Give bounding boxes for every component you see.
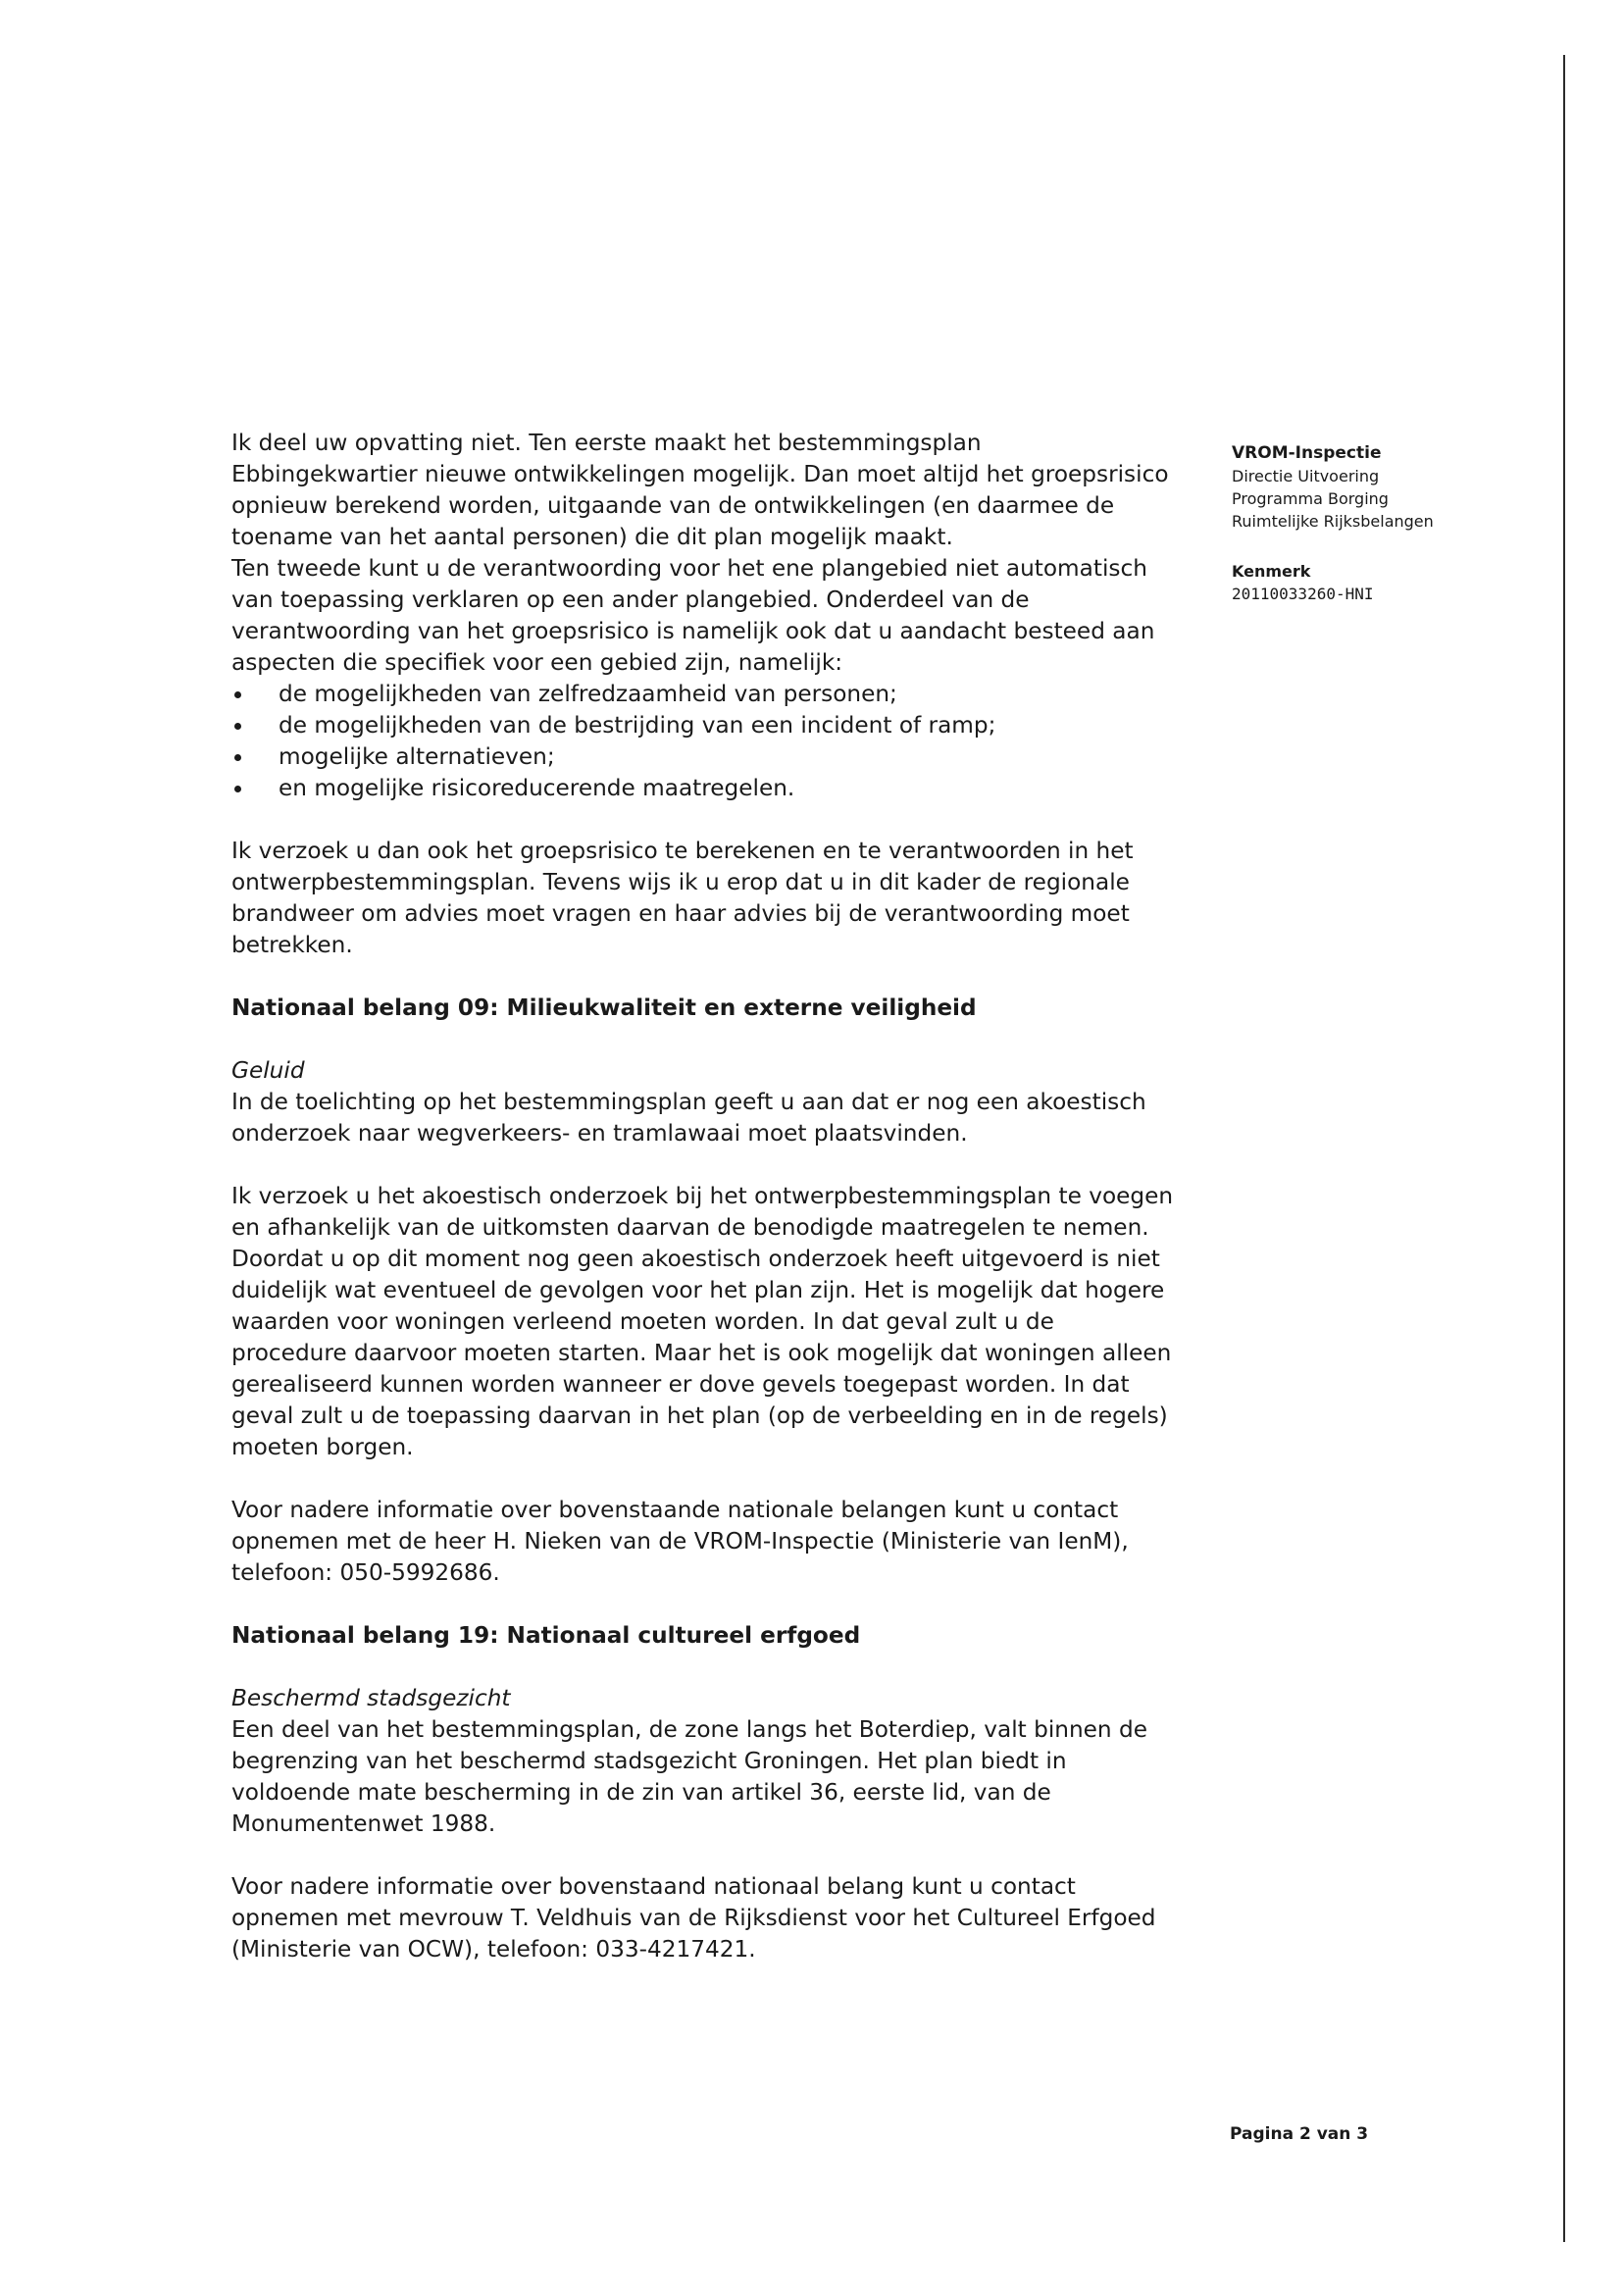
text-line: ontwerpbestemmingsplan. Tevens wijs ik u erop dat u in dit kader de regionale bbox=[231, 869, 1130, 895]
text-line: verantwoording van het groepsrisico is namelijk ook dat u aandacht besteed aan bbox=[231, 618, 1155, 644]
text-line: procedure daarvoor moeten starten. Maar het is ook mogelijk dat woningen alleen bbox=[231, 1340, 1172, 1366]
text-line: begrenzing van het beschermd stadsgezicht Groningen. Het plan biedt in bbox=[231, 1748, 1067, 1774]
text-line: Een deel van het bestemmingsplan, de zone langs het Boterdiep, valt binnen de bbox=[231, 1716, 1147, 1743]
section-heading-09: Nationaal belang 09: Milieukwaliteit en externe veiligheid bbox=[231, 994, 977, 1021]
text-line: Ten tweede kunt u de verantwoording voor het ene plangebied niet automatisch bbox=[231, 555, 1147, 582]
text-line: duidelijk wat eventueel de gevolgen voor het plan zijn. Het is mogelijk dat hogere bbox=[231, 1277, 1165, 1303]
text-line: Voor nadere informatie over bovenstaande nationale belangen kunt u contact bbox=[231, 1497, 1119, 1523]
subheading-geluid: Geluid bbox=[231, 1057, 305, 1084]
paragraph-groepsrisico bbox=[231, 428, 1212, 679]
letter-body bbox=[231, 428, 1212, 1965]
list-item-text: de mogelijkheden van de bestrijding van een incident of ramp; bbox=[279, 712, 996, 739]
text-line: Monumentenwet 1988. bbox=[231, 1810, 496, 1837]
paragraph-contact-vrom bbox=[231, 1495, 1212, 1589]
text-line: Ik verzoek u dan ook het groepsrisico te berekenen en te verantwoorden in het bbox=[231, 838, 1134, 864]
text-line: Ik deel uw opvatting niet. Ten eerste maakt het bestemmingsplan bbox=[231, 430, 982, 456]
page-number: Pagina 2 van 3 bbox=[1230, 2124, 1369, 2144]
text-line: toename van het aantal personen) die dit plan mogelijk maakt. bbox=[231, 524, 953, 550]
text-line: In de toelichting op het bestemmingsplan geeft u aan dat er nog een akoestisch bbox=[231, 1089, 1146, 1115]
section-heading-19: Nationaal belang 19: Nationaal cultureel erfgoed bbox=[231, 1622, 861, 1649]
text-line: waarden voor woningen verleend moeten worden. In dat geval zult u de bbox=[231, 1308, 1054, 1335]
paragraph-akoestisch bbox=[231, 1181, 1212, 1463]
text-line: geval zult u de toepassing daarvan in het plan (op de verbeelding en in de regels) bbox=[231, 1402, 1168, 1429]
list-item-text: de mogelijkheden van zelfredzaamheid van personen; bbox=[279, 681, 897, 707]
paragraph-contact-rce bbox=[231, 1871, 1212, 1965]
bullet-icon bbox=[234, 786, 241, 792]
text-line: Doordat u op dit moment nog geen akoestisch onderzoek heeft uitgevoerd is niet bbox=[231, 1246, 1160, 1272]
list-item-text: mogelijke alternatieven; bbox=[279, 743, 555, 770]
text-line: Voor nadere informatie over bovenstaand nationaal belang kunt u contact bbox=[231, 1873, 1076, 1900]
text-line: betrekken. bbox=[231, 932, 353, 958]
page-edge-rule bbox=[1563, 55, 1565, 2242]
paragraph-geluid bbox=[231, 1087, 1212, 1149]
list-item bbox=[231, 773, 1212, 804]
sender-line: Programma Borging bbox=[1232, 489, 1389, 508]
text-line: gerealiseerd kunnen worden wanneer er dove gevels toegepast worden. In dat bbox=[231, 1371, 1130, 1398]
text-line: Ebbingekwartier nieuwe ontwikkelingen mogelijk. Dan moet altijd het groepsrisico bbox=[231, 461, 1169, 487]
list-item-text: en mogelijke risicoreducerende maatregelen. bbox=[279, 775, 795, 801]
kenmerk-value: 20110033260-HNI bbox=[1232, 585, 1374, 603]
list-item bbox=[231, 710, 1212, 741]
text-line: van toepassing verklaren op een ander plangebied. Onderdeel van de bbox=[231, 586, 1030, 613]
text-line: onderzoek naar wegverkeers- en tramlawaai moet plaatsvinden. bbox=[231, 1120, 968, 1147]
list-item bbox=[231, 679, 1212, 710]
text-line: voldoende mate bescherming in de zin van artikel 36, eerste lid, van de bbox=[231, 1779, 1051, 1806]
kenmerk-label: Kenmerk bbox=[1232, 562, 1311, 581]
aspect-bullet-list bbox=[231, 679, 1212, 804]
bullet-icon bbox=[234, 754, 241, 761]
text-line: telefoon: 050-5992686. bbox=[231, 1559, 500, 1586]
text-line: opnieuw berekend worden, uitgaande van de ontwikkelingen (en daarmee de bbox=[231, 492, 1115, 519]
sender-organisation: VROM-Inspectie bbox=[1232, 443, 1382, 463]
text-line: (Ministerie van OCW), telefoon: 033-4217421. bbox=[231, 1936, 756, 1963]
text-line: en afhankelijk van de uitkomsten daarvan de benodigde maatregelen te nemen. bbox=[231, 1214, 1149, 1241]
text-line: Ik verzoek u het akoestisch onderzoek bij het ontwerpbestemmingsplan te voegen bbox=[231, 1183, 1174, 1209]
sender-sidebar bbox=[1232, 441, 1555, 605]
text-line: opnemen met de heer H. Nieken van de VROM-Inspectie (Ministerie van IenM), bbox=[231, 1528, 1129, 1555]
text-line: aspecten die specifiek voor een gebied zijn, namelijk: bbox=[231, 649, 843, 676]
text-line: brandweer om advies moet vragen en haar advies bij de verantwoording moet bbox=[231, 900, 1130, 927]
sender-line: Ruimtelijke Rijksbelangen bbox=[1232, 512, 1434, 531]
subheading-stadsgezicht: Beschermd stadsgezicht bbox=[231, 1685, 511, 1711]
list-item bbox=[231, 741, 1212, 773]
paragraph-verzoek bbox=[231, 836, 1212, 961]
paragraph-stadsgezicht bbox=[231, 1714, 1212, 1840]
bullet-icon bbox=[234, 723, 241, 730]
bullet-icon bbox=[234, 691, 241, 698]
text-line: opnemen met mevrouw T. Veldhuis van de Rijksdienst voor het Cultureel Erfgoed bbox=[231, 1905, 1156, 1931]
sender-line: Directie Uitvoering bbox=[1232, 467, 1380, 485]
text-line: moeten borgen. bbox=[231, 1434, 414, 1460]
